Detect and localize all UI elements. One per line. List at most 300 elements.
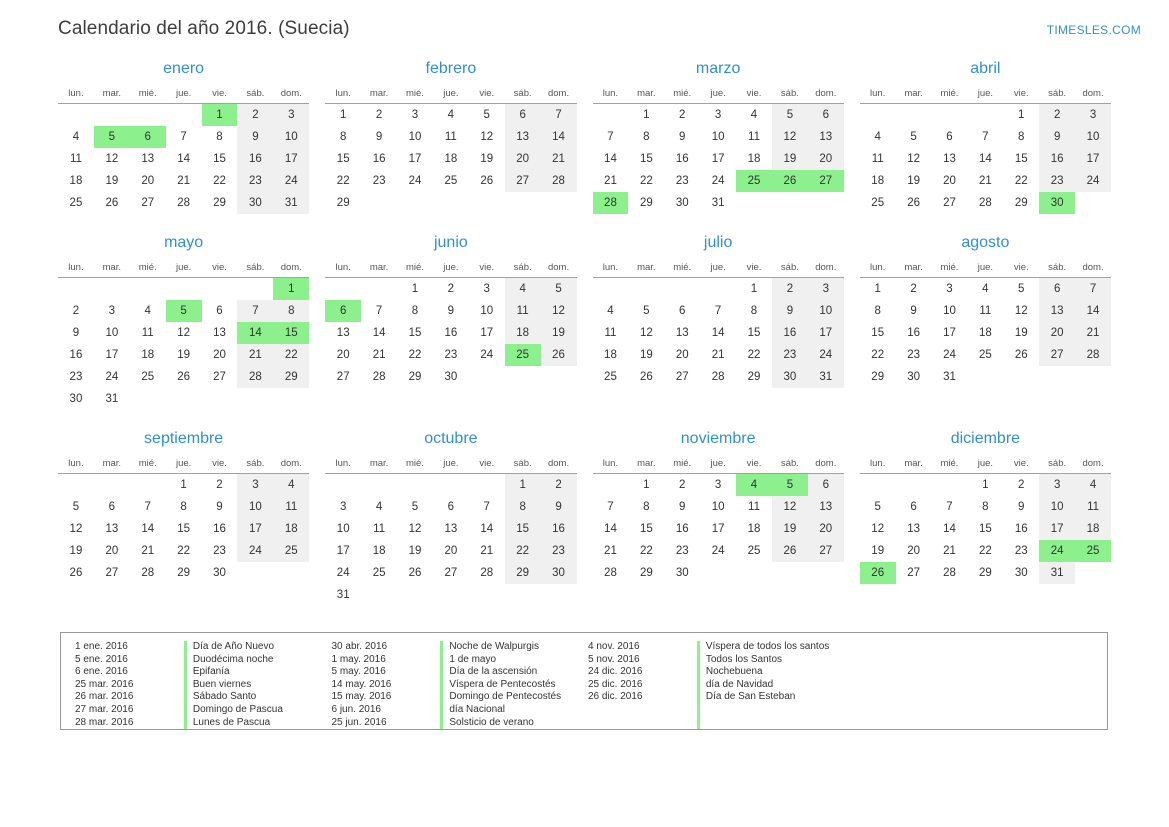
day-cell[interactable]: 17 <box>273 148 309 170</box>
holiday-day-cell[interactable]: 25 <box>505 344 541 366</box>
day-cell[interactable]: 16 <box>772 322 808 344</box>
day-cell[interactable]: 28 <box>541 170 577 192</box>
day-cell[interactable]: 8 <box>505 496 541 518</box>
day-cell[interactable]: 17 <box>711 153 725 165</box>
day-cell[interactable]: 21 <box>604 175 617 187</box>
day-cell[interactable]: 24 <box>943 349 956 361</box>
day-cell[interactable]: 7 <box>375 305 383 317</box>
day-cell[interactable]: 22 <box>639 545 653 557</box>
day-cell[interactable]: 7 <box>180 131 187 143</box>
day-cell[interactable]: 21 <box>711 349 725 361</box>
day-cell[interactable]: 17 <box>808 322 844 344</box>
day-cell[interactable]: 17 <box>943 327 956 339</box>
day-cell[interactable]: 15 <box>747 327 761 339</box>
day-cell[interactable]: 11 <box>273 496 309 518</box>
day-cell[interactable]: 12 <box>408 523 422 535</box>
day-cell[interactable]: 26 <box>177 371 191 383</box>
day-cell[interactable]: 8 <box>339 131 347 143</box>
day-cell[interactable]: 28 <box>372 371 386 383</box>
day-cell[interactable]: 18 <box>871 175 885 187</box>
day-cell[interactable]: 28 <box>604 567 617 579</box>
day-cell[interactable]: 27 <box>675 371 689 383</box>
day-cell[interactable]: 19 <box>871 545 885 557</box>
holiday-day-cell[interactable]: 1 <box>202 104 238 127</box>
day-cell[interactable]: 11 <box>69 153 82 165</box>
day-cell[interactable]: 2 <box>447 283 455 295</box>
day-cell[interactable]: 17 <box>480 327 494 339</box>
day-cell[interactable]: 11 <box>373 523 386 535</box>
day-cell[interactable]: 12 <box>105 153 119 165</box>
day-cell[interactable]: 10 <box>1039 496 1075 518</box>
day-cell[interactable]: 25 <box>141 371 155 383</box>
day-cell[interactable]: 19 <box>772 518 808 540</box>
day-cell[interactable]: 11 <box>444 131 457 143</box>
day-cell[interactable]: 2 <box>1018 479 1025 491</box>
day-cell[interactable]: 22 <box>273 344 309 366</box>
day-cell[interactable]: 9 <box>1018 501 1025 513</box>
day-cell[interactable]: 15 <box>505 518 541 540</box>
day-cell[interactable]: 28 <box>177 197 191 209</box>
day-cell[interactable]: 24 <box>273 170 309 192</box>
day-cell[interactable]: 11 <box>748 131 760 143</box>
day-cell[interactable]: 17 <box>1075 148 1111 170</box>
day-cell[interactable]: 9 <box>375 131 383 143</box>
day-cell[interactable]: 30 <box>541 562 577 584</box>
day-cell[interactable]: 22 <box>408 349 422 361</box>
day-cell[interactable]: 27 <box>1039 344 1075 366</box>
day-cell[interactable]: 19 <box>541 322 577 344</box>
day-cell[interactable]: 16 <box>907 327 920 339</box>
day-cell[interactable]: 19 <box>69 545 83 557</box>
day-cell[interactable]: 25 <box>747 545 761 557</box>
day-cell[interactable]: 18 <box>273 518 309 540</box>
day-cell[interactable]: 2 <box>72 305 80 317</box>
day-cell[interactable]: 7 <box>714 305 722 317</box>
day-cell[interactable]: 19 <box>480 153 494 165</box>
day-cell[interactable]: 1 <box>643 109 650 121</box>
holiday-day-cell[interactable]: 1 <box>273 278 309 301</box>
day-cell[interactable]: 8 <box>1018 131 1025 143</box>
day-cell[interactable]: 19 <box>177 349 191 361</box>
day-cell[interactable]: 14 <box>480 523 494 535</box>
day-cell[interactable]: 2 <box>216 479 223 491</box>
day-cell[interactable]: 4 <box>607 305 614 317</box>
day-cell[interactable]: 9 <box>910 305 917 317</box>
day-cell[interactable]: 10 <box>808 300 844 322</box>
holiday-day-cell[interactable]: 24 <box>1039 540 1075 562</box>
day-cell[interactable]: 4 <box>982 283 989 295</box>
day-cell[interactable]: 8 <box>750 305 758 317</box>
day-cell[interactable]: 3 <box>411 109 419 121</box>
day-cell[interactable]: 3 <box>1075 104 1111 127</box>
day-cell[interactable]: 31 <box>711 197 725 209</box>
day-cell[interactable]: 14 <box>372 327 386 339</box>
day-cell[interactable]: 4 <box>750 109 758 121</box>
day-cell[interactable]: 29 <box>408 371 422 383</box>
day-cell[interactable]: 1 <box>411 283 419 295</box>
day-cell[interactable]: 14 <box>711 327 725 339</box>
day-cell[interactable]: 18 <box>444 153 458 165</box>
day-cell[interactable]: 12 <box>907 153 920 165</box>
day-cell[interactable]: 27 <box>907 567 920 579</box>
day-cell[interactable]: 13 <box>943 153 956 165</box>
day-cell[interactable]: 17 <box>237 518 273 540</box>
day-cell[interactable]: 5 <box>541 278 577 301</box>
day-cell[interactable]: 28 <box>943 567 956 579</box>
day-cell[interactable]: 10 <box>480 305 494 317</box>
day-cell[interactable]: 21 <box>237 344 273 366</box>
day-cell[interactable]: 16 <box>1039 148 1075 170</box>
day-cell[interactable]: 30 <box>237 192 273 214</box>
day-cell[interactable]: 24 <box>408 175 422 187</box>
day-cell[interactable]: 30 <box>772 366 808 388</box>
day-cell[interactable]: 25 <box>604 371 617 383</box>
day-cell[interactable]: 7 <box>483 501 490 513</box>
day-cell[interactable]: 10 <box>711 501 725 513</box>
day-cell[interactable]: 6 <box>808 474 844 497</box>
day-cell[interactable]: 14 <box>141 523 155 535</box>
day-cell[interactable]: 30 <box>213 567 226 579</box>
day-cell[interactable]: 5 <box>910 131 917 143</box>
day-cell[interactable]: 25 <box>273 540 309 562</box>
holiday-day-cell[interactable]: 28 <box>593 192 629 214</box>
day-cell[interactable]: 16 <box>69 349 83 361</box>
day-cell[interactable]: 6 <box>679 305 686 317</box>
day-cell[interactable]: 13 <box>336 327 350 339</box>
day-cell[interactable]: 10 <box>1075 126 1111 148</box>
day-cell[interactable]: 18 <box>747 523 761 535</box>
day-cell[interactable]: 22 <box>871 349 885 361</box>
day-cell[interactable]: 22 <box>213 175 226 187</box>
day-cell[interactable]: 16 <box>675 153 689 165</box>
day-cell[interactable]: 4 <box>375 501 383 513</box>
day-cell[interactable]: 12 <box>69 523 83 535</box>
day-cell[interactable]: 19 <box>639 349 653 361</box>
day-cell[interactable]: 29 <box>639 567 653 579</box>
day-cell[interactable]: 26 <box>772 540 808 562</box>
holiday-day-cell[interactable]: 5 <box>94 126 130 148</box>
day-cell[interactable]: 20 <box>336 349 350 361</box>
day-cell[interactable]: 5 <box>72 501 80 513</box>
day-cell[interactable]: 29 <box>177 567 191 579</box>
day-cell[interactable]: 1 <box>874 283 881 295</box>
day-cell[interactable]: 7 <box>237 300 273 322</box>
day-cell[interactable]: 20 <box>505 148 541 170</box>
day-cell[interactable]: 6 <box>505 104 541 127</box>
day-cell[interactable]: 29 <box>1014 197 1028 209</box>
day-cell[interactable]: 27 <box>943 197 956 209</box>
day-cell[interactable]: 23 <box>372 175 386 187</box>
day-cell[interactable]: 24 <box>336 567 350 579</box>
day-cell[interactable]: 24 <box>480 349 494 361</box>
day-cell[interactable]: 19 <box>105 175 119 187</box>
day-cell[interactable]: 11 <box>979 305 992 317</box>
holiday-day-cell[interactable]: 27 <box>808 170 844 192</box>
day-cell[interactable]: 4 <box>1075 474 1111 497</box>
day-cell[interactable]: 30 <box>675 567 689 579</box>
day-cell[interactable]: 29 <box>505 562 541 584</box>
day-cell[interactable]: 12 <box>772 496 808 518</box>
day-cell[interactable]: 9 <box>72 327 80 339</box>
day-cell[interactable]: 3 <box>483 283 490 295</box>
day-cell[interactable]: 7 <box>982 131 989 143</box>
day-cell[interactable]: 22 <box>639 175 653 187</box>
day-cell[interactable]: 18 <box>978 327 992 339</box>
day-cell[interactable]: 8 <box>273 300 309 322</box>
day-cell[interactable]: 21 <box>141 545 155 557</box>
day-cell[interactable]: 3 <box>273 104 309 127</box>
day-cell[interactable]: 5 <box>772 104 808 127</box>
day-cell[interactable]: 13 <box>1039 300 1075 322</box>
day-cell[interactable]: 19 <box>1014 327 1028 339</box>
day-cell[interactable]: 3 <box>946 283 953 295</box>
day-cell[interactable]: 7 <box>946 501 953 513</box>
day-cell[interactable]: 26 <box>480 175 494 187</box>
day-cell[interactable]: 31 <box>943 371 956 383</box>
day-cell[interactable]: 26 <box>541 344 577 366</box>
day-cell[interactable]: 8 <box>216 131 223 143</box>
day-cell[interactable]: 18 <box>747 153 761 165</box>
day-cell[interactable]: 1 <box>643 479 650 491</box>
day-cell[interactable]: 30 <box>907 371 920 383</box>
day-cell[interactable]: 9 <box>1039 126 1075 148</box>
day-cell[interactable]: 13 <box>213 327 226 339</box>
day-cell[interactable]: 24 <box>808 344 844 366</box>
day-cell[interactable]: 24 <box>237 540 273 562</box>
day-cell[interactable]: 26 <box>639 371 653 383</box>
day-cell[interactable]: 9 <box>772 300 808 322</box>
day-cell[interactable]: 4 <box>874 131 881 143</box>
day-cell[interactable]: 25 <box>372 567 386 579</box>
day-cell[interactable]: 8 <box>643 131 650 143</box>
day-cell[interactable]: 9 <box>679 501 686 513</box>
day-cell[interactable]: 19 <box>772 148 808 170</box>
day-cell[interactable]: 29 <box>273 366 309 388</box>
day-cell[interactable]: 6 <box>216 305 223 317</box>
day-cell[interactable]: 11 <box>1075 496 1111 518</box>
day-cell[interactable]: 10 <box>408 131 422 143</box>
day-cell[interactable]: 17 <box>1039 518 1075 540</box>
day-cell[interactable]: 21 <box>372 349 386 361</box>
day-cell[interactable]: 3 <box>808 278 844 301</box>
day-cell[interactable]: 15 <box>978 523 992 535</box>
day-cell[interactable]: 16 <box>675 523 689 535</box>
day-cell[interactable]: 19 <box>907 175 920 187</box>
day-cell[interactable]: 14 <box>541 126 577 148</box>
day-cell[interactable]: 7 <box>607 131 614 143</box>
day-cell[interactable]: 14 <box>604 153 617 165</box>
day-cell[interactable]: 26 <box>69 567 83 579</box>
day-cell[interactable]: 18 <box>141 349 155 361</box>
day-cell[interactable]: 11 <box>141 327 154 339</box>
day-cell[interactable]: 28 <box>237 366 273 388</box>
day-cell[interactable]: 31 <box>105 393 119 405</box>
day-cell[interactable]: 13 <box>141 153 155 165</box>
day-cell[interactable]: 30 <box>69 393 83 405</box>
day-cell[interactable]: 8 <box>982 501 989 513</box>
day-cell[interactable]: 5 <box>1018 283 1025 295</box>
day-cell[interactable]: 27 <box>444 567 458 579</box>
day-cell[interactable]: 25 <box>69 197 83 209</box>
day-cell[interactable]: 3 <box>1039 474 1075 497</box>
day-cell[interactable]: 10 <box>105 327 119 339</box>
day-cell[interactable]: 14 <box>978 153 992 165</box>
day-cell[interactable]: 2 <box>237 104 273 127</box>
day-cell[interactable]: 9 <box>679 131 686 143</box>
day-cell[interactable]: 6 <box>910 501 917 513</box>
day-cell[interactable]: 18 <box>372 545 386 557</box>
day-cell[interactable]: 22 <box>505 540 541 562</box>
holiday-day-cell[interactable]: 26 <box>860 562 896 584</box>
day-cell[interactable]: 7 <box>607 501 614 513</box>
day-cell[interactable]: 22 <box>978 545 992 557</box>
day-cell[interactable]: 20 <box>808 148 844 170</box>
day-cell[interactable]: 17 <box>408 153 422 165</box>
day-cell[interactable]: 27 <box>808 540 844 562</box>
day-cell[interactable]: 8 <box>643 501 650 513</box>
day-cell[interactable]: 18 <box>1075 518 1111 540</box>
day-cell[interactable]: 20 <box>907 545 920 557</box>
holiday-day-cell[interactable]: 5 <box>166 300 202 322</box>
day-cell[interactable]: 21 <box>1075 322 1111 344</box>
day-cell[interactable]: 23 <box>541 540 577 562</box>
day-cell[interactable]: 12 <box>639 327 653 339</box>
day-cell[interactable]: 25 <box>978 349 992 361</box>
day-cell[interactable]: 2 <box>541 474 577 497</box>
day-cell[interactable]: 2 <box>1039 104 1075 127</box>
day-cell[interactable]: 2 <box>375 109 383 121</box>
day-cell[interactable]: 14 <box>1075 300 1111 322</box>
holiday-day-cell[interactable]: 6 <box>325 300 361 322</box>
day-cell[interactable]: 1 <box>982 479 989 491</box>
day-cell[interactable]: 14 <box>604 523 617 535</box>
day-cell[interactable]: 15 <box>639 153 653 165</box>
day-cell[interactable]: 5 <box>874 501 881 513</box>
day-cell[interactable]: 4 <box>273 474 309 497</box>
day-cell[interactable]: 13 <box>808 496 844 518</box>
day-cell[interactable]: 6 <box>447 501 455 513</box>
day-cell[interactable]: 26 <box>408 567 422 579</box>
day-cell[interactable]: 13 <box>675 327 689 339</box>
day-cell[interactable]: 16 <box>237 148 273 170</box>
day-cell[interactable]: 12 <box>541 300 577 322</box>
day-cell[interactable]: 13 <box>444 523 458 535</box>
day-cell[interactable]: 18 <box>505 322 541 344</box>
day-cell[interactable]: 20 <box>444 545 458 557</box>
day-cell[interactable]: 18 <box>69 175 83 187</box>
day-cell[interactable]: 24 <box>711 175 725 187</box>
day-cell[interactable]: 22 <box>336 175 350 187</box>
holiday-day-cell[interactable]: 4 <box>736 474 772 497</box>
day-cell[interactable]: 27 <box>105 567 119 579</box>
day-cell[interactable]: 23 <box>1014 545 1028 557</box>
day-cell[interactable]: 23 <box>772 344 808 366</box>
day-cell[interactable]: 26 <box>907 197 920 209</box>
day-cell[interactable]: 22 <box>1014 175 1028 187</box>
day-cell[interactable]: 24 <box>105 371 119 383</box>
day-cell[interactable]: 14 <box>177 153 191 165</box>
day-cell[interactable]: 13 <box>505 126 541 148</box>
holiday-day-cell[interactable]: 25 <box>736 170 772 192</box>
day-cell[interactable]: 9 <box>541 496 577 518</box>
day-cell[interactable]: 23 <box>237 170 273 192</box>
day-cell[interactable]: 11 <box>748 501 760 513</box>
day-cell[interactable]: 29 <box>978 567 992 579</box>
day-cell[interactable]: 1 <box>180 479 187 491</box>
day-cell[interactable]: 1 <box>505 474 541 497</box>
day-cell[interactable]: 23 <box>675 175 689 187</box>
day-cell[interactable]: 27 <box>336 371 350 383</box>
day-cell[interactable]: 15 <box>213 153 226 165</box>
day-cell[interactable]: 27 <box>141 197 155 209</box>
holiday-day-cell[interactable]: 14 <box>237 322 273 344</box>
day-cell[interactable]: 23 <box>69 371 83 383</box>
day-cell[interactable]: 30 <box>675 197 689 209</box>
day-cell[interactable]: 15 <box>177 523 191 535</box>
day-cell[interactable]: 7 <box>1075 278 1111 301</box>
day-cell[interactable]: 21 <box>943 545 956 557</box>
day-cell[interactable]: 2 <box>679 479 686 491</box>
day-cell[interactable]: 4 <box>447 109 455 121</box>
day-cell[interactable]: 18 <box>604 349 617 361</box>
day-cell[interactable]: 21 <box>480 545 494 557</box>
day-cell[interactable]: 29 <box>747 371 761 383</box>
site-brand[interactable]: TIMESLES.COM <box>1046 23 1141 37</box>
day-cell[interactable]: 29 <box>639 197 653 209</box>
day-cell[interactable]: 6 <box>108 501 116 513</box>
holiday-day-cell[interactable]: 5 <box>772 474 808 497</box>
day-cell[interactable]: 15 <box>871 327 885 339</box>
day-cell[interactable]: 23 <box>444 349 458 361</box>
holiday-day-cell[interactable]: 6 <box>130 126 166 148</box>
day-cell[interactable]: 21 <box>604 545 617 557</box>
day-cell[interactable]: 21 <box>978 175 992 187</box>
day-cell[interactable]: 13 <box>105 523 119 535</box>
day-cell[interactable]: 5 <box>643 305 650 317</box>
day-cell[interactable]: 28 <box>141 567 155 579</box>
day-cell[interactable]: 23 <box>1039 170 1075 192</box>
day-cell[interactable]: 6 <box>1039 278 1075 301</box>
day-cell[interactable]: 15 <box>336 153 350 165</box>
day-cell[interactable]: 1 <box>750 283 758 295</box>
day-cell[interactable]: 2 <box>910 283 917 295</box>
day-cell[interactable]: 9 <box>216 501 223 513</box>
day-cell[interactable]: 31 <box>336 589 350 601</box>
day-cell[interactable]: 3 <box>237 474 273 497</box>
day-cell[interactable]: 10 <box>711 131 725 143</box>
day-cell[interactable]: 23 <box>213 545 226 557</box>
day-cell[interactable]: 12 <box>1014 305 1028 317</box>
holiday-day-cell[interactable]: 26 <box>772 170 808 192</box>
day-cell[interactable]: 23 <box>675 545 689 557</box>
day-cell[interactable]: 1 <box>1018 109 1025 121</box>
day-cell[interactable]: 31 <box>273 192 309 214</box>
day-cell[interactable]: 16 <box>372 153 386 165</box>
day-cell[interactable]: 28 <box>711 371 725 383</box>
day-cell[interactable]: 21 <box>177 175 191 187</box>
day-cell[interactable]: 1 <box>339 109 347 121</box>
day-cell[interactable]: 4 <box>144 305 151 317</box>
day-cell[interactable]: 10 <box>237 496 273 518</box>
day-cell[interactable]: 29 <box>871 371 885 383</box>
day-cell[interactable]: 8 <box>874 305 881 317</box>
day-cell[interactable]: 7 <box>541 104 577 127</box>
day-cell[interactable]: 17 <box>336 545 350 557</box>
day-cell[interactable]: 3 <box>339 501 347 513</box>
day-cell[interactable]: 30 <box>1014 567 1028 579</box>
day-cell[interactable]: 13 <box>808 126 844 148</box>
day-cell[interactable]: 25 <box>444 175 458 187</box>
